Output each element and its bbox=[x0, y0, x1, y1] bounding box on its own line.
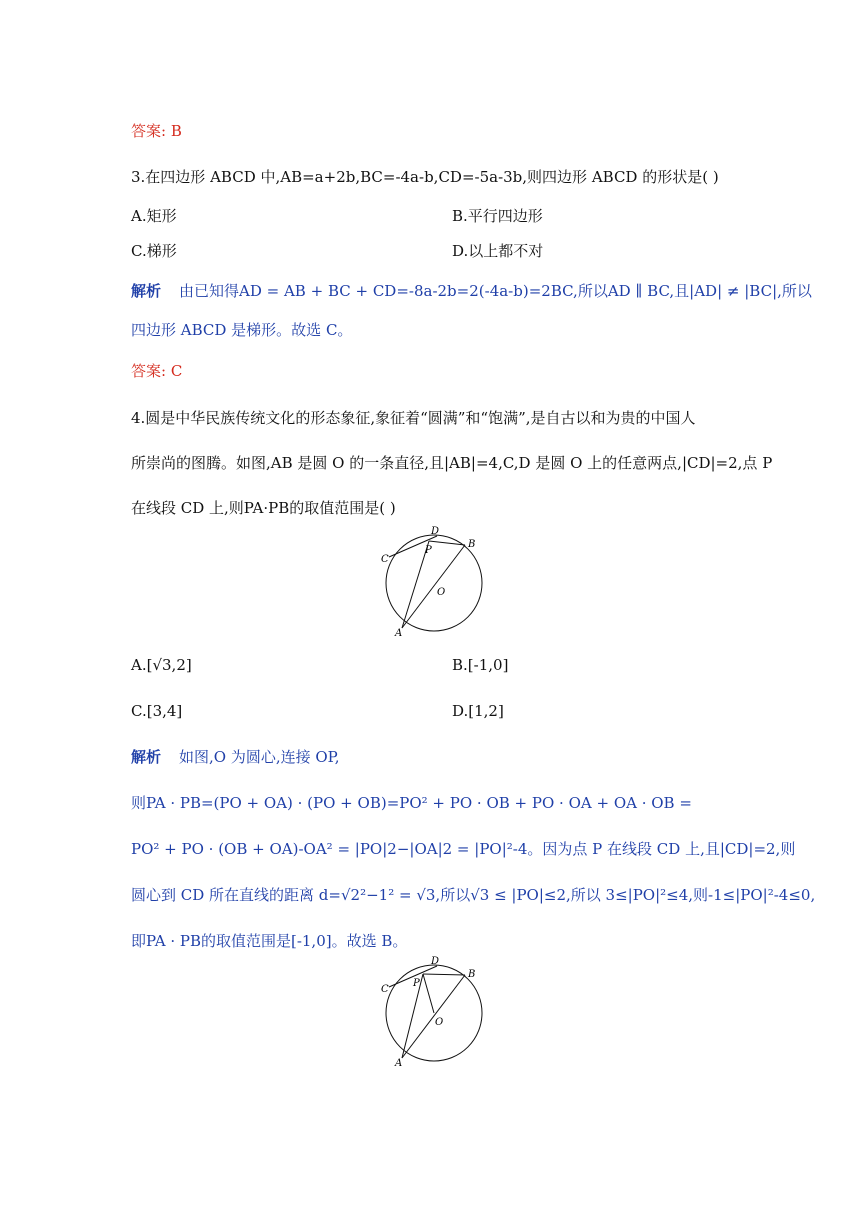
q4-stem-line3: 在线段 CD 上,则PA·PB的取值范围是( ) bbox=[131, 499, 396, 517]
q4-analysis-line2: 则PA · PB=(PO + OA) · (PO + OB)=PO² + PO · OB + PO · OA + OA · OB = bbox=[131, 794, 692, 812]
answer-q3 bbox=[131, 360, 182, 381]
q4-analysis-line3: PO² + PO · (OB + OA)-OA² = |PO|2−|OA|2 = |PO|²-4。因为点 P 在线段 CD 上,且|CD|=2,则 bbox=[131, 840, 796, 858]
analysis-text: 由已知得AD = AB + BC + CD=-8a-2b=2(-4a-b)=2BC,所以AD ∥ BC,且|AD| ≠ |BC|,所以 bbox=[179, 282, 812, 300]
label-C: C bbox=[381, 984, 389, 995]
label-B: B bbox=[468, 539, 476, 550]
q3-option-d: D.以上都不对 bbox=[452, 242, 544, 260]
q4-analysis-line5: 即PA · PB的取值范围是[-1,0]。故选 B。 bbox=[131, 932, 408, 950]
q3-option-c: C.梯形 bbox=[131, 242, 177, 260]
q3-analysis-line1 bbox=[131, 280, 812, 301]
q3-stem: 3.在四边形 ABCD 中,AB=a+2b,BC=-4a-b,CD=-5a-3b,则四边形 ABCD 的形状是( ) bbox=[131, 168, 719, 186]
q4-analysis-line1 bbox=[131, 746, 340, 767]
label-D: D bbox=[431, 956, 440, 967]
q4-option-d: D.[1,2] bbox=[452, 702, 504, 720]
label-D: D bbox=[431, 526, 440, 537]
answer-label: 答案: bbox=[131, 122, 167, 140]
q4-figure bbox=[375, 525, 495, 640]
q3-analysis-line2: 四边形 ABCD 是梯形。故选 C。 bbox=[131, 321, 353, 339]
label-O: O bbox=[435, 1017, 444, 1028]
label-A: A bbox=[395, 1058, 403, 1069]
label-A: A bbox=[395, 628, 403, 639]
label-O: O bbox=[437, 587, 446, 598]
q4-analysis-figure bbox=[375, 955, 495, 1070]
answer-value: B bbox=[170, 122, 182, 140]
q4-option-b: B.[-1,0] bbox=[452, 656, 509, 674]
analysis-label: 解析 bbox=[131, 748, 162, 766]
label-P: P bbox=[425, 545, 432, 556]
label-P: P bbox=[413, 978, 420, 989]
q4-stem-line1: 4.圆是中华民族传统文化的形态象征,象征着“圆满”和“饱满”,是自古以和为贵的中国人 bbox=[131, 409, 696, 427]
answer-label: 答案: bbox=[131, 362, 167, 380]
label-C: C bbox=[381, 554, 389, 565]
analysis-label: 解析 bbox=[131, 282, 162, 300]
q4-analysis-line4: 圆心到 CD 所在直线的距离 d=√2²−1² = √3,所以√3 ≤ |PO|≤2,所以 3≤|PO|²≤4,则-1≤|PO|²-4≤0, bbox=[131, 886, 816, 904]
answer-q2 bbox=[131, 120, 182, 141]
label-B: B bbox=[468, 969, 476, 980]
q3-option-b: B.平行四边形 bbox=[452, 207, 543, 225]
q4-option-a: A.[√3,2] bbox=[131, 656, 192, 674]
analysis-text: 如图,O 为圆心,连接 OP, bbox=[179, 748, 340, 766]
q3-option-a: A.矩形 bbox=[131, 207, 177, 225]
q4-stem-line2: 所崇尚的图腾。如图,AB 是圆 O 的一条直径,且|AB|=4,C,D 是圆 O 上的任意两点,|CD|=2,点 P bbox=[131, 454, 773, 472]
q4-option-c: C.[3,4] bbox=[131, 702, 183, 720]
answer-value: C bbox=[170, 362, 183, 380]
